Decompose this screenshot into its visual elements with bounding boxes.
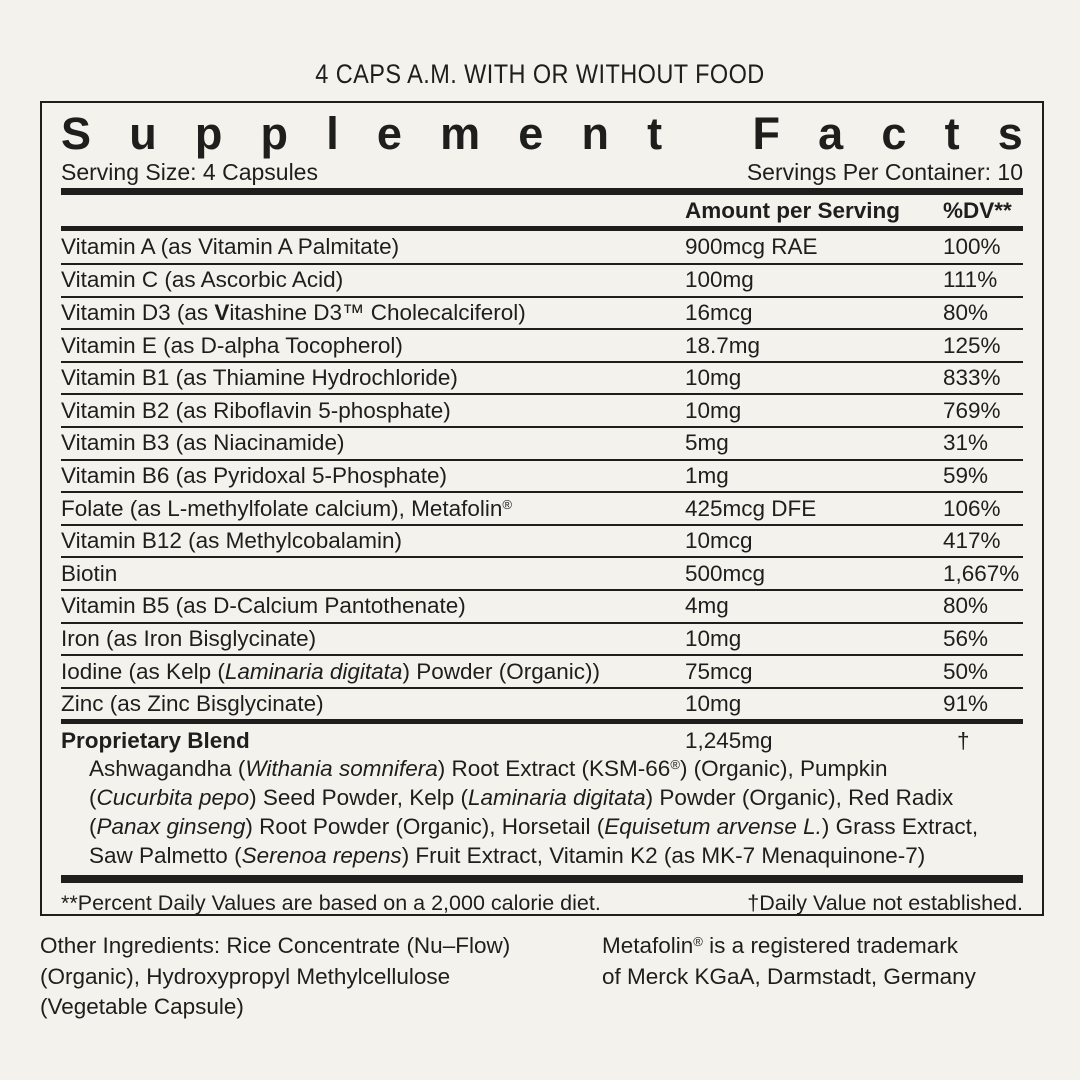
nutrient-dv: 91%: [943, 691, 989, 717]
nutrient-name: Vitamin B3 (as Niacinamide): [61, 430, 345, 456]
trademark-line: of Merck KGaA, Darmstadt, Germany: [602, 963, 976, 989]
nutrient-amount: 500mcg: [685, 560, 766, 586]
dosage-instruction: 4 CAPS A.M. WITH OR WITHOUT FOOD: [315, 59, 765, 89]
nutrient-dv: 80%: [943, 593, 989, 619]
nutrient-dv: 111%: [943, 267, 998, 293]
nutrient-dv: 1,667%: [943, 560, 1020, 586]
nutrient-dv: 417%: [943, 528, 1001, 554]
table-row: [61, 231, 1023, 264]
nutrient-amount: 18.7mg: [685, 332, 761, 358]
nutrient-dv: 31%: [943, 430, 989, 456]
serving-info-row: [61, 159, 1023, 185]
nutrient-amount: 75mcg: [685, 658, 753, 684]
trademark-text: [602, 931, 976, 992]
nutrient-dv: 100%: [943, 233, 1001, 259]
table-row: [61, 687, 1023, 720]
nutrient-name: Vitamin B12 (as Methylcobalamin): [61, 528, 402, 554]
serving-size-text: Serving Size: 4 Capsules: [61, 159, 318, 185]
nutrient-dv: 56%: [943, 625, 989, 651]
nutrient-amount: 5mg: [685, 430, 729, 456]
nutrient-amount: 10mg: [685, 365, 742, 391]
nutrient-amount: 10mg: [685, 397, 742, 423]
proprietary-blend-description: [61, 754, 1023, 870]
table-row: [61, 296, 1023, 329]
daily-value-footnote: **Percent Daily Values are based on a 2,000 calorie diet.: [61, 890, 601, 915]
divider-heavy-bottom: [61, 875, 1023, 883]
nutrient-dv: 125%: [943, 332, 1001, 358]
table-row: [61, 263, 1023, 296]
nutrient-amount: 10mcg: [685, 528, 753, 554]
other-ingredients-text: [40, 931, 510, 1023]
nutrient-name: Vitamin B2 (as Riboflavin 5-phosphate): [61, 397, 451, 423]
footnote-row: [61, 883, 1023, 916]
not-established-footnote: †Daily Value not established.: [747, 890, 1023, 915]
nutrient-amount: 1mg: [685, 462, 729, 488]
nutrient-name: Vitamin D3 (as Vitashine D3™ Cholecalciferol): [61, 299, 526, 325]
table-row: [61, 459, 1023, 492]
nutrient-dv: 106%: [943, 495, 1001, 521]
table-row: [61, 328, 1023, 361]
table-row: [61, 524, 1023, 557]
nutrient-name: Vitamin A (as Vitamin A Palmitate): [61, 233, 400, 259]
table-row: [61, 589, 1023, 622]
trademark-line: Metafolin® is a registered trademark: [602, 933, 959, 958]
table-row: [61, 556, 1023, 589]
nutrient-amount: 10mg: [685, 625, 742, 651]
divider-thick-top: [61, 188, 1023, 195]
blend-description-line: (Cucurbita pepo) Seed Powder, Kelp (Laminaria digitata) Powder (Organic), Red Radix: [89, 784, 954, 810]
table-row: [61, 491, 1023, 524]
nutrient-name: Folate (as L-methylfolate calcium), Metafolin®: [61, 495, 513, 521]
table-row: [61, 654, 1023, 687]
other-ingredients-line: (Vegetable Capsule): [40, 994, 244, 1019]
nutrient-name: Vitamin B1 (as Thiamine Hydrochloride): [61, 365, 458, 391]
nutrient-amount: 900mcg RAE: [685, 233, 818, 259]
nutrient-amount: 425mcg DFE: [685, 495, 817, 521]
proprietary-blend-row: [61, 724, 1023, 754]
amount-column-header: Amount per Serving: [685, 198, 901, 223]
nutrient-dv: 833%: [943, 365, 1001, 391]
supplement-facts-panel: [40, 101, 1044, 916]
nutrient-name: Vitamin C (as Ascorbic Acid): [61, 267, 344, 293]
nutrient-name: Biotin: [61, 560, 118, 586]
nutrient-dv: 50%: [943, 658, 989, 684]
nutrient-name: Vitamin B6 (as Pyridoxal 5-Phosphate): [61, 462, 448, 488]
nutrient-name: Iron (as Iron Bisglycinate): [61, 625, 317, 651]
other-ingredients-line: Other Ingredients: Rice Concentrate (Nu–Flow): [40, 933, 511, 958]
nutrient-dv: 769%: [943, 397, 1001, 423]
dv-column-header: %DV**: [943, 198, 1012, 223]
nutrient-amount: 16mcg: [685, 299, 753, 325]
nutrient-name: Zinc (as Zinc Bisglycinate): [61, 691, 324, 717]
proprietary-blend-dagger: †: [957, 727, 970, 753]
column-header-row: [61, 195, 1023, 226]
nutrient-name: Iodine (as Kelp (Laminaria digitata) Powder (Organic)): [61, 658, 600, 684]
nutrient-amount: 4mg: [685, 593, 729, 619]
nutrient-name: Vitamin E (as D-alpha Tocopherol): [61, 332, 403, 358]
blend-description-line: (Panax ginseng) Root Powder (Organic), Horsetail (Equisetum arvense L.) Grass Extract,: [89, 813, 979, 839]
panel-title: S u p p l e m e n t F a c t s: [61, 107, 1023, 159]
nutrient-dv: 80%: [943, 299, 989, 325]
other-ingredients-line: (Organic), Hydroxypropyl Methylcellulose: [40, 963, 451, 989]
nutrient-table: [61, 231, 1023, 720]
proprietary-blend-name: Proprietary Blend: [61, 727, 250, 753]
servings-per-container-text: Servings Per Container: 10: [746, 159, 1023, 185]
table-row: [61, 622, 1023, 655]
nutrient-amount: 10mg: [685, 691, 742, 717]
table-row: [61, 393, 1023, 426]
nutrient-dv: 59%: [943, 462, 989, 488]
table-row: [61, 361, 1023, 394]
blend-description-line: Ashwagandha (Withania somnifera) Root Extract (KSM-66®) (Organic), Pumpkin: [89, 755, 888, 781]
blend-description-line: Saw Palmetto (Serenoa repens) Fruit Extract, Vitamin K2 (as MK-7 Menaquinone-7): [89, 842, 926, 868]
proprietary-blend-amount: 1,245mg: [685, 727, 773, 753]
nutrient-name: Vitamin B5 (as D-Calcium Pantothenate): [61, 593, 466, 619]
nutrient-amount: 100mg: [685, 267, 754, 293]
table-row: [61, 426, 1023, 459]
